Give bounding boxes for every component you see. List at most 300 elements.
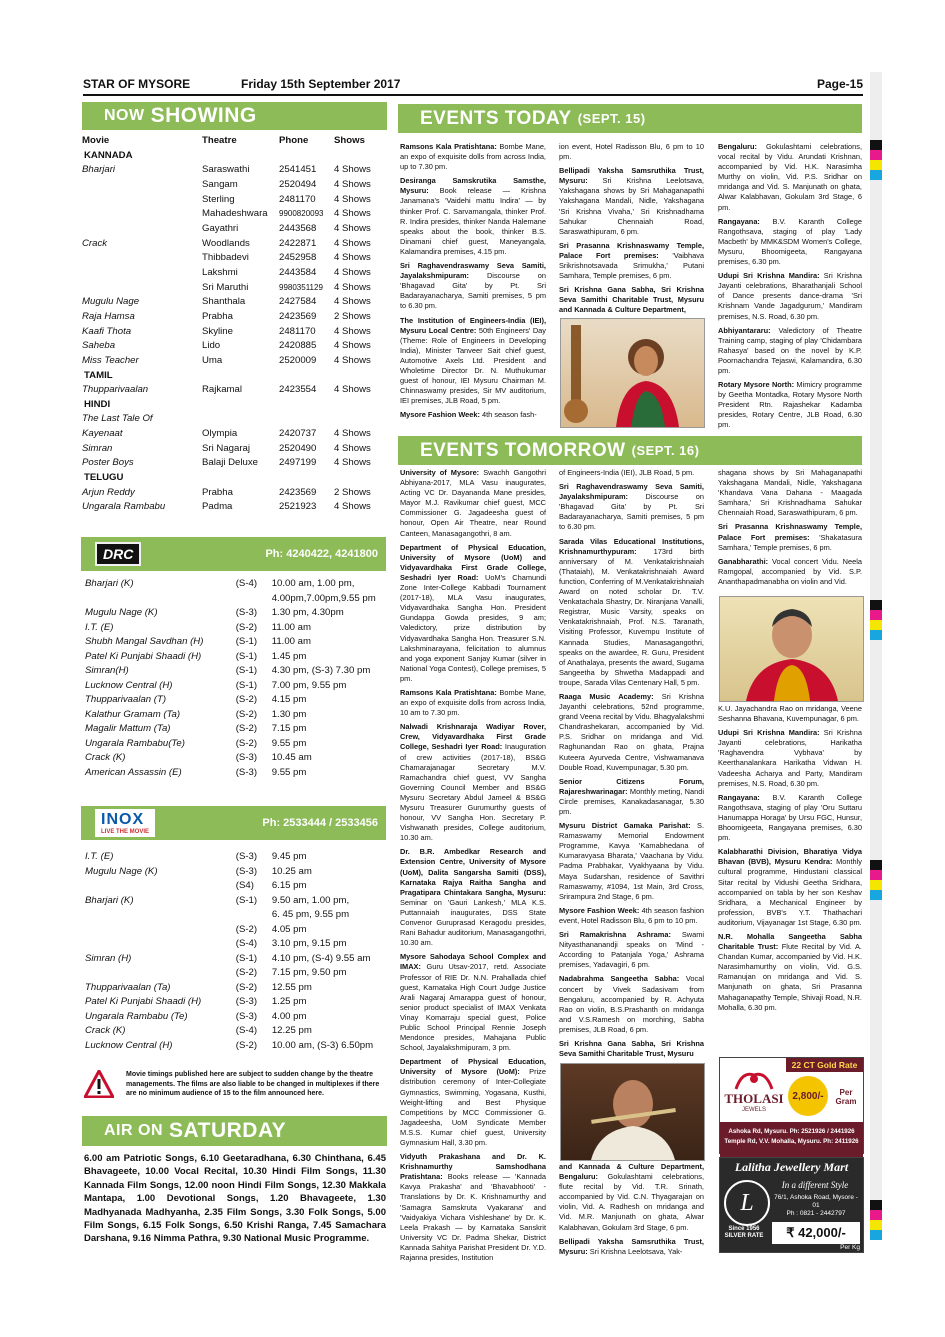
event-item [400, 316, 546, 407]
screen-number: (S-2) [235, 694, 258, 705]
movie-row [82, 398, 384, 413]
col-header-theatre: Theatre [202, 135, 237, 146]
event-item [718, 326, 862, 376]
show-times: 9.50 am, 1.00 pm, [271, 894, 350, 906]
show-times: 4.10 pm, (S-4) 9.55 am [271, 952, 371, 964]
show-count: 2 Shows [334, 310, 371, 322]
drc-header [81, 537, 386, 571]
drc-schedule [85, 577, 386, 780]
event-item [400, 543, 546, 684]
schedule-row [85, 1039, 386, 1054]
theatre-phone: 2420885 [279, 340, 317, 352]
event-item [559, 482, 704, 532]
show-count [334, 149, 384, 164]
event-details: 50th Engineers' Day (Theme: Role of Engineers in Developing India), Minister Tanveer Sait chief guest, Automotive Axels Ltd. President and Wholetime Director Dr. N. Muthukumar guest of honour, IEI Mysuru Chairman M. Chinnaswamy presides, Sir MV auditorium, IEI premises, JLB Road, 5 pm. [400, 325, 546, 406]
event-details: Book release — Krishna Janamana's 'Vaidehi mattu Indira' — by thinker Prof. C. Sarvamangala, thinker Prof. R. Indira presides, thinker Nanda Halemane speaks about the book, thinker B.S. Dinamani chief guest, Maneyangala, Kalamandira premises, 4.15 pm. [400, 186, 546, 256]
event-organiser: Mysuru District Gamaka Parishat: [559, 821, 691, 831]
event-item [559, 821, 704, 902]
movie-title [85, 879, 236, 894]
movie-title: Crack [82, 237, 108, 249]
event-item [400, 176, 546, 257]
movie-title [82, 178, 202, 193]
event-details: of Engineers-India (IEI), JLB Road, 5 pm. [559, 468, 695, 477]
screen-number: (S-2) [235, 1039, 258, 1051]
screen-number: (S-1) [235, 894, 258, 906]
event-item [559, 1237, 704, 1257]
tholasi-address-2: Temple Rd, V.V. Mohalla, Mysuru. Ph: 2411926 [724, 1138, 859, 1145]
event-item [559, 906, 704, 926]
schedule-row [85, 952, 386, 967]
theatre-phone: 2420737 [279, 428, 317, 440]
event-item [718, 142, 862, 213]
event-item [559, 930, 704, 970]
event-item [400, 142, 546, 172]
movie-row [82, 266, 384, 281]
schedule-row [85, 865, 386, 880]
show-times: 4.30 pm, (S-3) 7.30 pm [271, 665, 371, 676]
theatre-phone: 2541451 [279, 164, 317, 176]
event-item [400, 1057, 546, 1148]
show-times: 4.05 pm [271, 923, 307, 935]
show-times: 7.00 pm, 9.55 pm [271, 679, 347, 691]
schedule-row [85, 693, 386, 708]
movie-row [82, 251, 384, 266]
event-organiser: Rotary Mysore North: [718, 380, 795, 390]
event-item [559, 692, 704, 773]
show-count [334, 412, 384, 427]
theatre-name: Saraswathi [202, 164, 250, 176]
event-details: 4th season fashion event, Hotel Radisson Blu, 6 pm to 10 pm. [559, 905, 704, 925]
show-times: 10.45 am [271, 752, 312, 763]
masthead [83, 74, 863, 96]
event-organiser: Department of Physical Education, University of Mysore (UoM) and Vidyavardhaka First Grade College, Seshadri Iyer Road: [400, 542, 546, 582]
now-showing-section [82, 102, 387, 515]
show-count [334, 398, 384, 413]
event-organiser: Udupi Sri Krishna Mandira: [718, 728, 820, 738]
event-item [400, 410, 546, 420]
schedule-row [85, 737, 386, 752]
event-organiser: N.R. Mohalla Sangeetha Sabha Charitable Trust: [718, 931, 862, 952]
event-item [559, 142, 704, 162]
event-details: Bombe Mane, an expo of exquisite dolls from across India, up to 7.30 pm. [400, 142, 546, 172]
events-today-header [398, 104, 862, 133]
schedule-row [85, 577, 386, 592]
theatre-name: Lakshmi [202, 266, 238, 278]
show-times: 10.00 am, (S-3) 6.50pm [271, 1039, 374, 1051]
screen-number: (S-3) [235, 1010, 258, 1022]
schedule-row [85, 879, 386, 894]
show-times: 4.00pm,7.00pm,9.55 pm [271, 592, 376, 604]
show-count: 4 Shows [334, 266, 371, 278]
theatre-name [202, 471, 279, 486]
col-header-shows: Shows [334, 135, 365, 146]
show-count [334, 369, 384, 384]
event-organiser: Ramsons Kala Pratishtana: [400, 142, 497, 151]
movie-title: Thupparivaalan (Ta) [85, 981, 171, 993]
theatre-phone: 2481170 [279, 325, 316, 337]
show-count: 4 Shows [334, 325, 371, 337]
event-details: K.U. Jayachandra Rao on mridanga, Veene Seshanna Bhavana, Kuvempunagar, 6 pm. [718, 704, 862, 724]
paper-name: STAR OF MYSORE [83, 77, 191, 91]
event-details: Vocal concert Vidu. Neela Ramgopal, accompanied by Vid. S.P. Ananthapadmanabha on violin and Vid. [718, 556, 862, 586]
schedule-row [85, 592, 386, 607]
event-item [718, 728, 862, 789]
movie-title [82, 266, 202, 281]
movie-title: Miss Teacher [82, 354, 139, 366]
tholasi-address-1: Ashoka Rd, Mysuru. Ph: 2521926 / 2441926 [728, 1128, 855, 1135]
movie-title [85, 592, 236, 607]
show-count: 4 Shows [334, 428, 371, 440]
screen-number: (S-2) [235, 621, 258, 633]
movie-title [82, 193, 202, 208]
movie-row [82, 163, 384, 178]
lalitha-since: Since 1956 [728, 1226, 760, 1232]
event-organiser: and Kannada & Culture Department, Bengaluru: [559, 1162, 704, 1182]
event-organiser: Abhiyantararu: [718, 325, 771, 335]
screen-number: (S-3) [235, 607, 258, 618]
events-today-date: (SEPT. 15) [577, 111, 646, 126]
event-details: S. Ramaswamy Memorial Endowment Programme, Kavya 'Kamabhedana of Kumaravyasa Bharata,' Vaachana by Vidu. Padma Prabhakar, Vyakhyaana by Vidu. Maya Sudarshan, residence of Savithri Ramaswamy, #1094, 1st Main, 3rd Cross, Srirampura 2nd Stage, 6 pm. [559, 821, 704, 901]
theatre-name: Sri Nagaraj [202, 442, 250, 454]
event-organiser: Desiranga Samskrutika Samsthe, Mysuru: [400, 176, 546, 196]
movie-title: Magalir Mattum (Ta) [85, 723, 171, 734]
theatre-name: Padma [202, 501, 233, 513]
screen-number: (S-4) [235, 1025, 258, 1036]
screen-number: (S-2) [235, 981, 258, 993]
schedule-row [85, 894, 386, 909]
event-organiser: Mysore Sahodaya School Complex and IMAX: [400, 952, 546, 972]
event-details: Valedictory of Theatre Training camp, staging of play 'Chidambara Rahasya' based on the novel by K.P. Poornachandra Tejaswi, Kalamandira, 6.30 pm. [718, 325, 862, 375]
show-times: 3.10 pm, 9.15 pm [271, 938, 347, 949]
drc-section [81, 537, 386, 780]
movie-title: Bharjari (K) [85, 578, 134, 589]
movie-title: Ungarala Rambabu(Te) [85, 737, 185, 749]
screen-number: (S-2) [235, 708, 258, 720]
lalitha-monogram: L [724, 1180, 770, 1226]
theatre-name: Prabha [202, 486, 233, 498]
theatre-name: Uma [202, 354, 223, 366]
event-item [400, 952, 546, 1053]
inox-logo-sub: LIVE THE MOVIE [101, 829, 150, 835]
theatre-name [202, 412, 279, 427]
theatre-phone: 2497199 [279, 457, 317, 469]
movie-title [85, 923, 236, 938]
show-count: 4 Shows [334, 222, 371, 234]
event-details: Gokulashtami celebrations, flute recital by Vid. T.R. Srinath, accompanied by Vid. C.N. Thyagarajan on violin, Vid. A. Radhesh on mridanga and Vid. M.R. Manjunath on ghata, Alwar Kalabhavan, Gokulam 3rd Stage, 6 pm. [559, 1172, 704, 1232]
movie-row [82, 354, 384, 369]
events-tomorrow-col2 [559, 468, 704, 1062]
theatre-name: Woodlands [202, 237, 250, 249]
inox-header [81, 806, 386, 840]
schedule-row [85, 751, 386, 766]
inox-schedule [85, 850, 386, 1053]
movie-row [82, 339, 384, 354]
theatre-name: Sangam [202, 178, 238, 190]
event-item [559, 166, 704, 237]
event-organiser: Udupi Sri Krishna Mandira: [718, 271, 820, 281]
movie-row [82, 149, 384, 164]
movie-title: Saheba [82, 340, 116, 352]
event-item [718, 522, 862, 552]
theatre-name [202, 369, 279, 384]
movie-row [82, 222, 384, 237]
lalitha-phone: Ph : 0821 - 2442797 [786, 1210, 846, 1217]
movie-title [82, 281, 202, 296]
show-times: 11.00 am [271, 636, 311, 647]
theatre-phone: 2443568 [279, 222, 317, 234]
screen-number: (S-4) [235, 578, 258, 589]
events-tomorrow-header [398, 436, 862, 465]
theatre-phone [279, 398, 334, 413]
issue-date: Friday 15th September 2017 [241, 77, 401, 91]
event-item [400, 1152, 546, 1263]
event-details: Vocal concert by Vivek Sadasivam from Bengaluru, accompanied by R. Achyuta Rao on violin, B.S.Prashanth on mridanga and V.S.Ramesh on morching, Sabha premises, JLB Road, 6 pm. [559, 974, 704, 1034]
movie-row [82, 207, 384, 222]
movie-row [82, 369, 384, 384]
show-times: 9.55 pm [271, 766, 307, 778]
show-times: 1.45 pm [271, 650, 307, 662]
event-organiser: Sri Ramakrishna Ashrama: [559, 930, 671, 940]
per-gram-label: Per Gram [835, 1088, 857, 1106]
event-details: Gokulashtami celebrations, vocal recital by Vidu. Arundati Krishnan, accompanied by Vid. H.K. Narasimha Murthy on violin, Vid. P.S. Sridhar on mridanga and Vid. S. Manjunath on ghata, Alwar Kalabhavan, Gokulam 3rd Stage, 6 pm. [718, 142, 862, 212]
event-item [718, 217, 862, 267]
show-count: 4 Shows [334, 501, 371, 513]
event-organiser: The Institution of Engineers-India (IEI), Mysuru Local Centre: [400, 315, 546, 335]
event-item [559, 1039, 704, 1059]
show-times: 4.15 pm [271, 694, 307, 705]
event-item [718, 704, 862, 724]
movie-title: Ungarala Rambabu (Te) [85, 1010, 188, 1022]
movie-title: TELUGU [84, 472, 124, 484]
screen-number: (S-2) [235, 923, 258, 935]
event-organiser: Kalabharathi Division, Bharatiya Vidya Bhavan (BVB), Mysuru Kendra: [718, 847, 862, 867]
event-details: Guru Utsav-2017, retd. Associate Professor of RIE Dr. N.N. Prahallada chief guest, Karnataka High Court Judge Justice Arali Nagaraj Amarappa guest of honour, senior product specialist of IMAX Venkata Vinay Komarraju special guest, Police Public School Principal Rennie Joseph Mendonce presides, Mahajana Public School, Jayalakshmipuram, 3 pm. [400, 962, 546, 1053]
schedule-row [85, 606, 386, 621]
show-count: 4 Shows [334, 252, 371, 264]
movie-title: TAMIL [84, 369, 113, 381]
screen-number: (S-1) [235, 952, 258, 964]
theatre-phone: 2443584 [279, 266, 317, 278]
movie-row [82, 281, 384, 296]
movie-title: Patel Ki Punjabi Shaadi (H) [85, 996, 202, 1007]
silver-rate-label: SILVER RATE [724, 1233, 764, 1239]
schedule-row [85, 937, 386, 952]
inox-logo-text: INOX [101, 811, 145, 828]
theatre-phone [279, 149, 334, 164]
event-details: ion event, Hotel Radisson Blu, 6 pm to 10 pm. [559, 142, 704, 162]
event-organiser: Mysore Fashion Week: [559, 905, 640, 915]
movie-title: Poster Boys [82, 457, 134, 469]
gold-rate-label: 22 CT Gold Rate [786, 1058, 863, 1072]
event-organiser: Nadabrahma Sangeetha Sabha: [559, 974, 680, 984]
movie-row [82, 193, 384, 208]
schedule-row [85, 635, 386, 650]
movie-row [82, 486, 384, 501]
event-organiser: Sarada Vilas Educational Institutions, Krishnamurthypuram: [559, 536, 704, 556]
show-count: 4 Shows [334, 281, 371, 293]
events-today-col3 [718, 142, 862, 435]
schedule-row [85, 850, 386, 865]
show-times: 6. 45 pm, 9.55 pm [271, 909, 350, 920]
event-details: Discourse on 'Bhagavad Gita' by Pt. Sri Badarayanacharya, Samiti premises, 5 pm to 6.30 pm. [559, 492, 704, 532]
event-details: 173rd birth anniversary of M. Venkatakrishnaiah (Thataiah), M. Venkatakrishnaiah Award function, Conferring of M.Venkatakrishnaiah Award on noted scholar Dr. T.V. Venkatachala Shastry, Dr. Niranjana Vanalli, Registrar, Music Varsity, speaks on Venkatakrishnaiah, Prof. N.S. Taranath, Visiting Professor, Kuvempu Institute of Kannada Studies, Manasagangothri, speaks on the awardee, R. Guru, President of Anathalaya, presents the award, Sugama Sangeetha by Shwetha Madappadi and troupe, Sarada Vilas Centenary Hall, 5 pm. [559, 546, 704, 687]
movie-title: Kalathur Gramam (Ta) [85, 708, 181, 720]
screen-number: (S4) [235, 880, 254, 891]
event-organiser: Sri Prasanna Krishnaswamy Temple, Palace Fort premises: [559, 240, 704, 260]
event-item [400, 468, 546, 539]
event-item [559, 1162, 704, 1233]
show-count [334, 471, 384, 486]
events-today-col2 [559, 142, 704, 320]
theatre-phone: 2481170 [279, 193, 316, 205]
show-count: 4 Shows [334, 208, 371, 220]
screen-number: (S-3) [235, 766, 258, 778]
inox-section [81, 806, 386, 1053]
movie-row [82, 456, 384, 471]
schedule-row [85, 995, 386, 1010]
movie-title: Bharjari [82, 164, 116, 176]
events-tomorrow-bar [398, 436, 862, 465]
event-item [718, 271, 862, 321]
movie-title: Shubh Mangal Savdhan (H) [85, 636, 204, 647]
movie-title: Simran (H) [85, 952, 132, 964]
event-organiser: Ramsons Kala Pratishtana: [400, 687, 497, 697]
theatre-name: Sterling [202, 193, 235, 205]
event-item [718, 468, 862, 518]
event-organiser: Bellipadi Yaksha Samsruthika Trust, Mysuru: [559, 166, 704, 186]
air-section [82, 1116, 387, 1146]
timings-notice: Movie timings published here are subject to sudden change by the theatre managements. The films are also liable to be changed in multiplexes if there are no minimum audience of 15 to the film announced here. [126, 1071, 380, 1097]
movie-title [82, 207, 202, 222]
events-today-title: EVENTS TODAY [420, 107, 572, 129]
tholasi-sub: JEWELS [741, 1107, 766, 1113]
theatre-name: Lido [202, 340, 221, 352]
movie-title: Patel Ki Punjabi Shaadi (H) [85, 650, 202, 662]
movie-title: Ungarala Rambabu [82, 501, 166, 513]
air-title-a: AIR ON [104, 1122, 163, 1139]
tholasi-ad [719, 1057, 864, 1154]
theatre-phone: 2520490 [279, 442, 317, 454]
lalitha-tagline: In a different Style [781, 1180, 849, 1190]
screen-number: (S-2) [235, 723, 258, 734]
show-times: 1.30 pm, 4.30pm [271, 607, 344, 618]
lalitha-address: 76/1, Ashoka Road, Mysore - 01 [774, 1194, 858, 1209]
event-details: UoM's Chamundi Zone Inter-College Kabbadi Tournament (2017-18), MLA Vasu inaugurates, Vidyavardhaka Sangha Hon. President Gundappa Gowda presides, 9 am; Valedictory, prize distribution by Vidyavardhaka Sangha Hon. Treasurer S.N. Lakshminarayana, felicitation to alumnus and yoga exponent Sanjay Kumar (silver in National Yoga Contest), College premises, 5 pm. [400, 572, 546, 683]
movie-title: Lucknow Central (H) [85, 1039, 173, 1051]
event-details: Books release — 'Kannada Kavya Prakasha' and 'Bhavabhooti' - Translations by Dr. K. Krishnamurthy and 'Samagra Samskruta Vyakarana' and 'Vaidyakiya Vichara Vishleshane' by Dr. K. Leela Prakash — by Karnataka Sanskrit University VC Dr. Padma Shekar, District Kannada Sahitya Parishat President Dr. Y.D. Rajanna presides, Institution [400, 1172, 546, 1263]
show-count: 4 Shows [334, 178, 371, 190]
event-details: shagana shows by Sri Mahaganapathi Yakshagana Mandali, Nidle, Yakshagana 'Khandava Vana Dahana - Maagada Samhara,' Sri Krishnadhama Sahukar Chennaiah Road, Saraswathipuram, 6 pm. [718, 468, 862, 518]
show-times: 6.15 pm [271, 880, 307, 891]
movie-title: Crack (K) [85, 1025, 126, 1036]
schedule-row [85, 708, 386, 723]
show-count: 4 Shows [334, 340, 371, 352]
air-header [82, 1116, 387, 1146]
show-times: 10.25 am [271, 865, 312, 877]
schedule-row [85, 1024, 386, 1039]
event-organiser: Rangayana: [718, 216, 760, 226]
show-times: 12.25 pm [271, 1025, 312, 1036]
theatre-name: Balaji Deluxe [202, 457, 258, 469]
schedule-row [85, 664, 386, 679]
event-details: Inauguration of crew activities (2017-18), BS&G Chamarajanagar Secretary M.V. Ramachandra chief guest, VV Sangha Governing Council Member and BS&G Mysuru Secretary Abdul Jameel & BS&G Mysuru Treasurer Gurumurthy guests of honour, VV Sangha Hon. Secretary P. Vishwanath presides, College auditorium, 10.30 am. [400, 742, 546, 843]
event-organiser: Sri Krishna Gana Sabha, Sri Krishna Seva Samithi Charitable Trust, Mysuru and Kannada & Culture Department, [559, 285, 704, 315]
movie-title: I.T. (E) [85, 851, 114, 862]
event-details: Mimicry programme by Geetha Montadka, Rotary Mysore North President Rtn. Rajashekar Kadamba presides, Rotary Centre, JLB Road, 6.30 pm. [718, 380, 862, 430]
schedule-row [85, 766, 386, 781]
event-item [559, 285, 704, 315]
show-times: 1.25 pm [271, 996, 307, 1007]
event-item [559, 777, 704, 817]
schedule-row [85, 650, 386, 665]
theatre-phone: 2427584 [279, 296, 317, 308]
theatre-name [202, 149, 279, 164]
screen-number: (S-3) [235, 851, 258, 862]
show-count: 2 Shows [334, 486, 371, 498]
event-item [559, 241, 704, 281]
show-count: 4 Shows [334, 442, 371, 454]
show-times: 11.00 am [271, 621, 311, 633]
movie-row [82, 471, 384, 486]
drc-phone: Ph: 4240422, 4241800 [265, 548, 378, 560]
show-count: 4 Shows [334, 164, 371, 176]
event-item [559, 974, 704, 1035]
schedule-row [85, 908, 386, 923]
screen-number: (S-2) [235, 737, 258, 749]
movie-title: HINDI [84, 398, 111, 410]
event-details: Prize distribution ceremony of Inter-Collegiate Gymnastics, Swimming, Yogasana, Kusthi, Weight-lifting and Best Physique Competitions by MCC Commissioner G. Jagadeesha, UoM Syndicate Member M.S.S. Kumar chief guest, University Gymnasium Hall, 3.30 pm. [400, 1067, 546, 1147]
drc-logo: DRC [95, 542, 141, 566]
now-showing-table [82, 134, 384, 515]
event-item [400, 261, 546, 311]
theatre-phone: 2423554 [279, 384, 317, 396]
movie-row [82, 442, 384, 457]
per-kg-label: Per Kg [840, 1244, 860, 1251]
theatre-phone: 2452958 [279, 252, 317, 264]
theatre-name: Mahadeshwara [202, 208, 268, 220]
event-details: Sri Krishna Jayanti celebrations, Harikatha 'Raghavendra Vybhava' by Keerthanalankara Harikatha Vidwan H. Vadeesha Acharya and Party, Mandiram premises, N.S. Road, 6.30 pm. [718, 728, 862, 788]
schedule-row [85, 722, 386, 737]
theatre-name: Olympia [202, 428, 238, 440]
events-tomorrow-col3 [718, 468, 862, 591]
show-count: 4 Shows [334, 237, 371, 249]
theatre-name: Gayathri [202, 222, 239, 234]
event-details: 4th season fash- [479, 410, 537, 420]
movie-row [82, 412, 384, 427]
event-organiser: Vidyuth Prakashana and Dr. K. Krishnamurthy Samshodhana Pratishtana: [400, 1152, 546, 1182]
theatre-phone: 9980351129 [279, 282, 323, 292]
theatre-name [202, 398, 279, 413]
screen-number: (S-1) [235, 636, 258, 647]
event-organiser: Bellipadi Yaksha Samsruthika Trust, Mysuru: [559, 1236, 704, 1256]
screen-number [236, 908, 272, 923]
movie-title [82, 251, 202, 266]
show-times: 9.55 pm [271, 737, 307, 749]
vocalist-photo [560, 318, 705, 428]
show-count: 4 Shows [334, 296, 371, 308]
show-count: 4 Shows [334, 384, 371, 396]
air-title-b: SATURDAY [169, 1119, 287, 1142]
screen-number: (S-1) [235, 665, 258, 676]
event-details: Sri Krishna Leelotsava, Yak- [587, 1246, 683, 1256]
event-item [400, 688, 546, 718]
movie-row [82, 295, 384, 310]
event-item [718, 557, 862, 587]
schedule-row [85, 966, 386, 981]
event-details: Swachh Gangothri Abhiyana-2017, MLA Vasu inaugurates, Acting VC Dr. Dayananda Mane presides, Mayor M.J. Ravikumar chief guest, MCC Commissioner G. Jagadeesha guest of honour, Open Air Theatre, near Round Canteen, Manasagangothri, 8 am. [400, 468, 546, 538]
schedule-row [85, 679, 386, 694]
event-organiser: Department of Physical Education, University of Mysore (UoM): [400, 1057, 546, 1077]
